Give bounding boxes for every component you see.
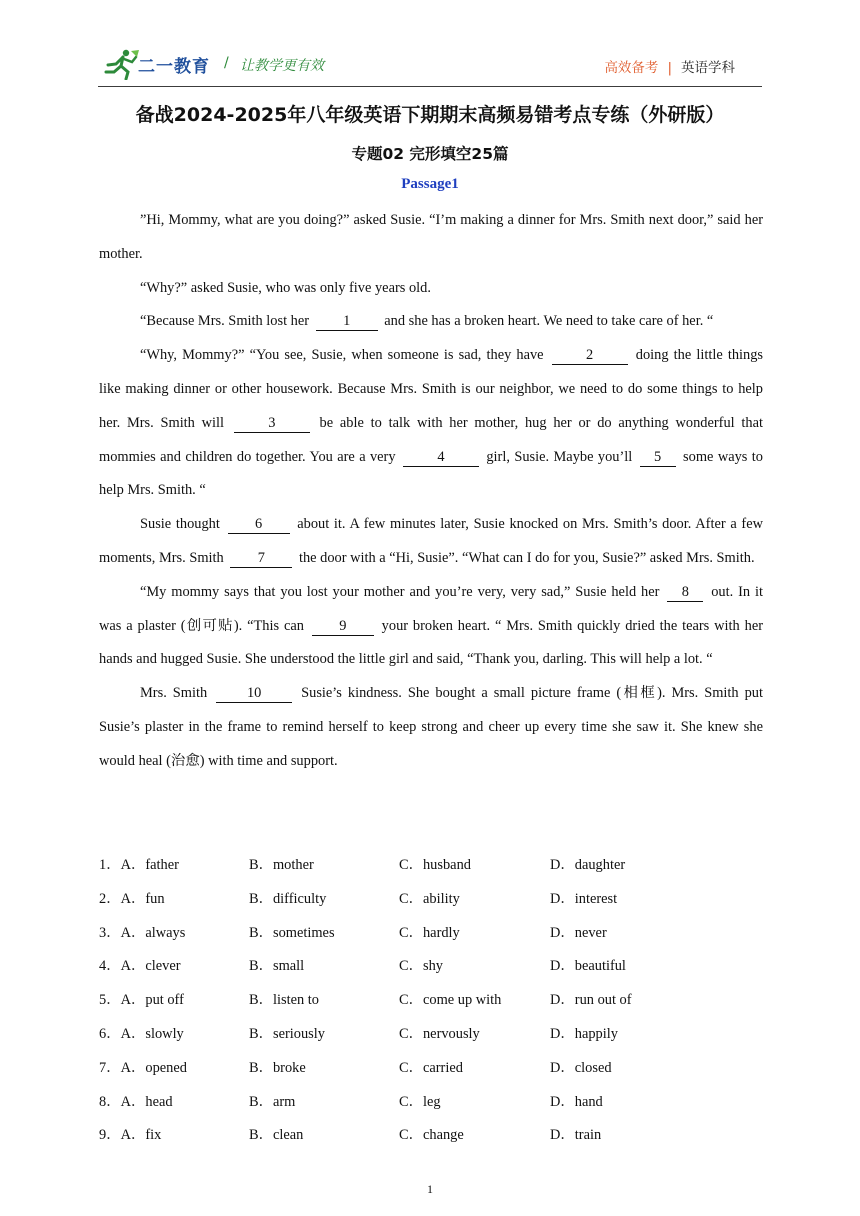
option-d: D．happily — [550, 1025, 618, 1042]
document-title: 备战2024-2025年八年级英语下期期末高频易错考点专练（外研版） — [135, 104, 725, 126]
option-b: B．small — [249, 958, 305, 975]
question-row — [99, 980, 779, 1014]
blank-7: 7 — [230, 549, 292, 568]
option-c: C．change — [399, 1127, 464, 1144]
blank-5: 5 — [640, 448, 676, 467]
header-separator: | — [667, 60, 672, 76]
option-c: C．leg — [399, 1093, 441, 1110]
option-a: A．head — [120, 1093, 173, 1110]
paragraph: “Why, Mommy?” “You see, Susie, when someone is sad, they have 2 doing the little things like making dinner or other housework. Because Mrs. Smith is our neighbor, we need to do some things to help her. Mrs. Smith will 3 be able to talk with her mother, hug her or do anything wonderful that mommies and children do together. You are a very 4 girl, Susie. Maybe you’ll 5 some ways to help Mrs. Smith. “ — [99, 347, 763, 499]
blank-1: 1 — [316, 312, 378, 331]
blank-8: 8 — [667, 583, 703, 602]
option-a: A．opened — [120, 1059, 187, 1076]
runner-logo-icon — [104, 48, 140, 80]
passage-label: Passage1 — [401, 176, 459, 192]
paragraph: “Why?” asked Susie, who was only five years old. — [140, 279, 431, 296]
page-header — [0, 0, 860, 90]
option-d: D．never — [550, 924, 607, 941]
brand-logo — [104, 48, 216, 80]
option-a: A．father — [120, 857, 179, 873]
header-slash: / — [224, 55, 229, 71]
option-d: D．train — [550, 1127, 602, 1144]
document-subtitle: 专题02 完形填空25篇 — [351, 145, 509, 163]
question-options — [99, 845, 779, 1149]
question-number: 2． — [99, 890, 121, 907]
paragraph: ”Hi, Mommy, what are you doing?” asked Susie. “I’m making a dinner for Mrs. Smith next door,” said her mother. — [99, 212, 763, 262]
option-c: C．husband — [399, 857, 471, 873]
option-d: D．beautiful — [550, 958, 626, 975]
paragraph: “Because Mrs. Smith lost her 1 and she has a broken heart. We need to take care of her. “ — [140, 313, 714, 330]
paragraph: Mrs. Smith 10 Susie’s kindness. She bought a small picture frame (相框). Mrs. Smith put Susie’s plaster in the frame to remind herself to keep strong and cheer up every time she saw it. She knew she would heal (治愈) with time and support. — [99, 685, 763, 769]
question-number: 6． — [99, 1025, 121, 1042]
header-slogan: 让教学更有效 — [240, 58, 324, 74]
question-row — [99, 1014, 779, 1048]
question-number: 1． — [99, 857, 121, 873]
option-d: D．interest — [550, 890, 618, 907]
option-c: C．nervously — [399, 1025, 480, 1042]
option-c: C．hardly — [399, 924, 460, 941]
paragraph: “My mommy says that you lost your mother and you’re very, very sad,” Susie held her 8 out. In it was a plaster (创可贴). “This can 9 your broken heart. “ Mrs. Smith quickly dried the tears with her hands and hugged Susie. She understood the little girl and said, “Thank you, darling. This will help a lot. “ — [99, 583, 764, 668]
question-row — [99, 1115, 779, 1149]
blank-2: 2 — [552, 346, 628, 365]
option-a: A．fun — [120, 890, 165, 907]
blank-3: 3 — [234, 414, 310, 433]
option-a: A．clever — [120, 958, 181, 975]
option-a: A．put off — [120, 992, 184, 1009]
option-d: D．closed — [550, 1059, 612, 1076]
option-b: B．sometimes — [249, 924, 335, 941]
option-b: B．seriously — [249, 1025, 325, 1042]
page-number: 1 — [427, 1182, 433, 1196]
option-b: B．arm — [249, 1093, 296, 1110]
blank-6: 6 — [228, 515, 290, 534]
option-c: C．carried — [399, 1059, 463, 1076]
option-a: A．fix — [120, 1127, 162, 1144]
passage-text — [99, 204, 763, 779]
question-row — [99, 879, 779, 913]
question-number: 4． — [99, 958, 121, 975]
paragraph: Susie thought 6 about it. A few minutes later, Susie knocked on Mrs. Smith’s door. After a few moments, Mrs. Smith 7 the door with a “Hi, Susie”. “What can I do for you, Susie?” asked Mrs. Smith. — [99, 516, 763, 566]
blank-9: 9 — [312, 617, 374, 636]
header-divider — [98, 86, 762, 87]
option-a: A．slowly — [120, 1025, 184, 1042]
blank-10: 10 — [216, 684, 292, 703]
question-number: 5． — [99, 992, 121, 1009]
option-c: C．come up with — [399, 992, 502, 1009]
option-b: B．mother — [249, 857, 314, 873]
question-row — [99, 913, 779, 947]
blank-4: 4 — [403, 448, 479, 467]
question-number: 3． — [99, 924, 121, 941]
question-row — [99, 845, 779, 879]
option-d: D．daughter — [550, 857, 626, 873]
option-c: C．ability — [399, 890, 460, 907]
question-row — [99, 946, 779, 980]
question-row — [99, 1048, 779, 1082]
question-number: 9． — [99, 1127, 121, 1144]
option-c: C．shy — [399, 958, 443, 975]
option-d: D．hand — [550, 1093, 603, 1110]
option-b: B．clean — [249, 1127, 304, 1144]
header-tag-subject: 英语学科 — [681, 60, 735, 76]
header-tag-exam: 高效备考 — [604, 60, 659, 76]
option-b: B．listen to — [249, 992, 319, 1009]
question-number: 7． — [99, 1059, 121, 1076]
option-b: B．broke — [249, 1059, 306, 1076]
logo-text: 二一教育 — [138, 57, 210, 77]
question-row — [99, 1082, 779, 1116]
header-tags — [604, 56, 735, 76]
option-b: B．difficulty — [249, 890, 327, 907]
option-a: A．always — [120, 924, 186, 941]
option-d: D．run out of — [550, 992, 632, 1009]
question-number: 8． — [99, 1093, 121, 1110]
